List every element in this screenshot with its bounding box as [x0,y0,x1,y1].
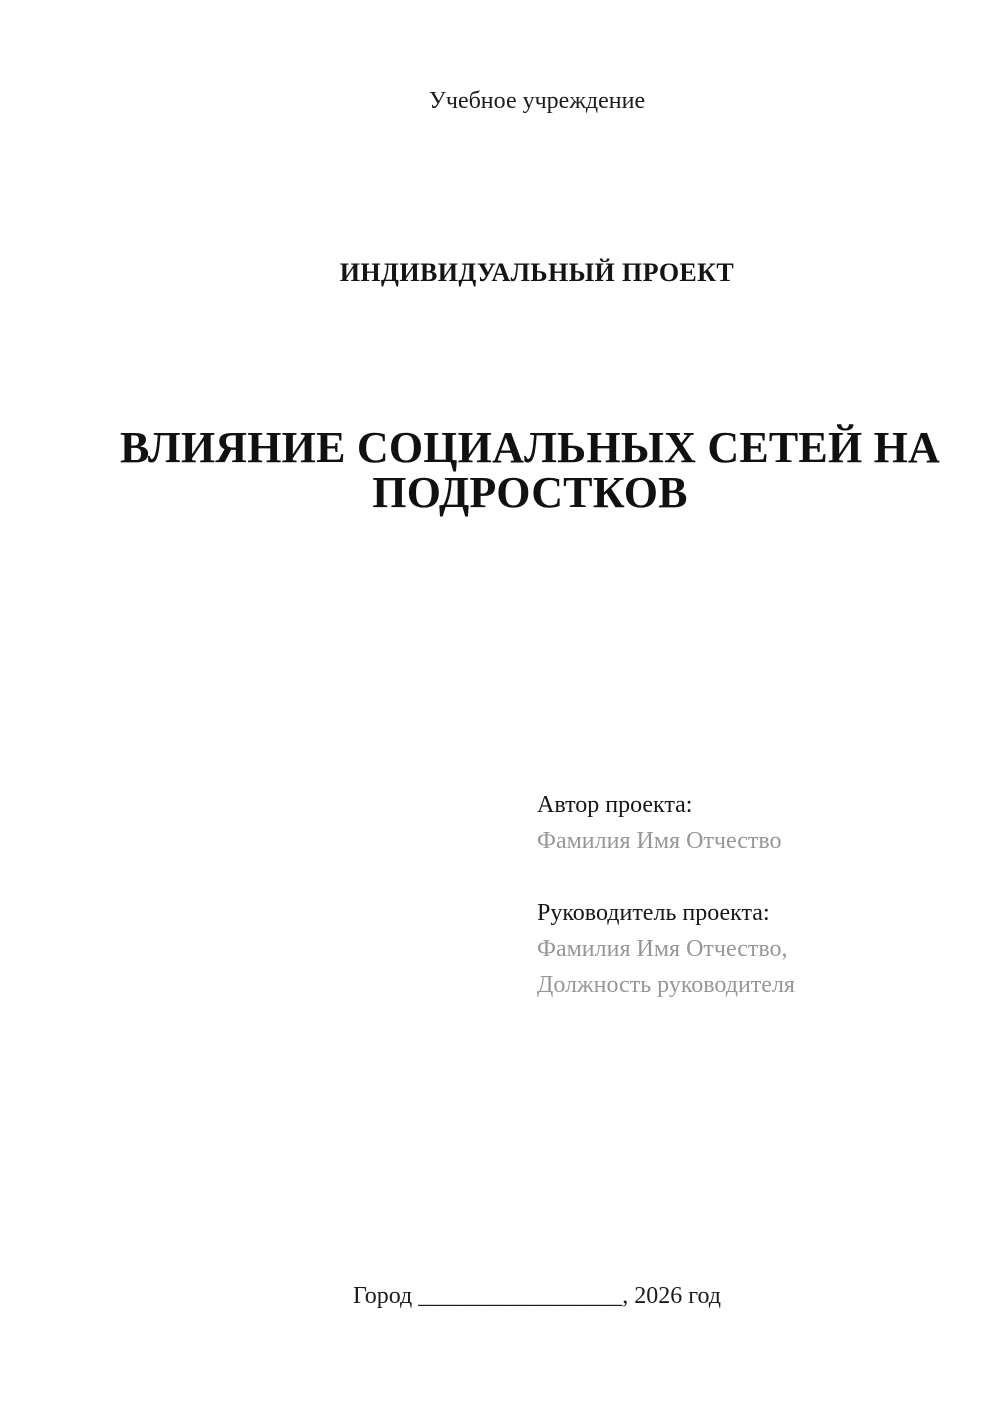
author-name-placeholder: Фамилия Имя Отчество [537,828,782,854]
document-title: ВЛИЯНИЕ СОЦИАЛЬНЫХ СЕТЕЙ НА ПОДРОСТКОВ [119,423,940,517]
project-type-heading: ИНДИВИДУАЛЬНЫЙ ПРОЕКТ [339,258,735,287]
supervisor-position-placeholder: Должность руководителя [537,972,795,998]
supervisor-label: Руководитель проекта: [537,900,770,926]
supervisor-name-placeholder: Фамилия Имя Отчество, [537,936,788,962]
credits-block [537,787,795,1003]
institution-line: Учебное учреждение [428,88,646,114]
credits-gap [537,859,795,895]
author-label: Автор проекта: [537,792,693,818]
city-year-line: Город _________________, 2026 год [352,1283,722,1309]
